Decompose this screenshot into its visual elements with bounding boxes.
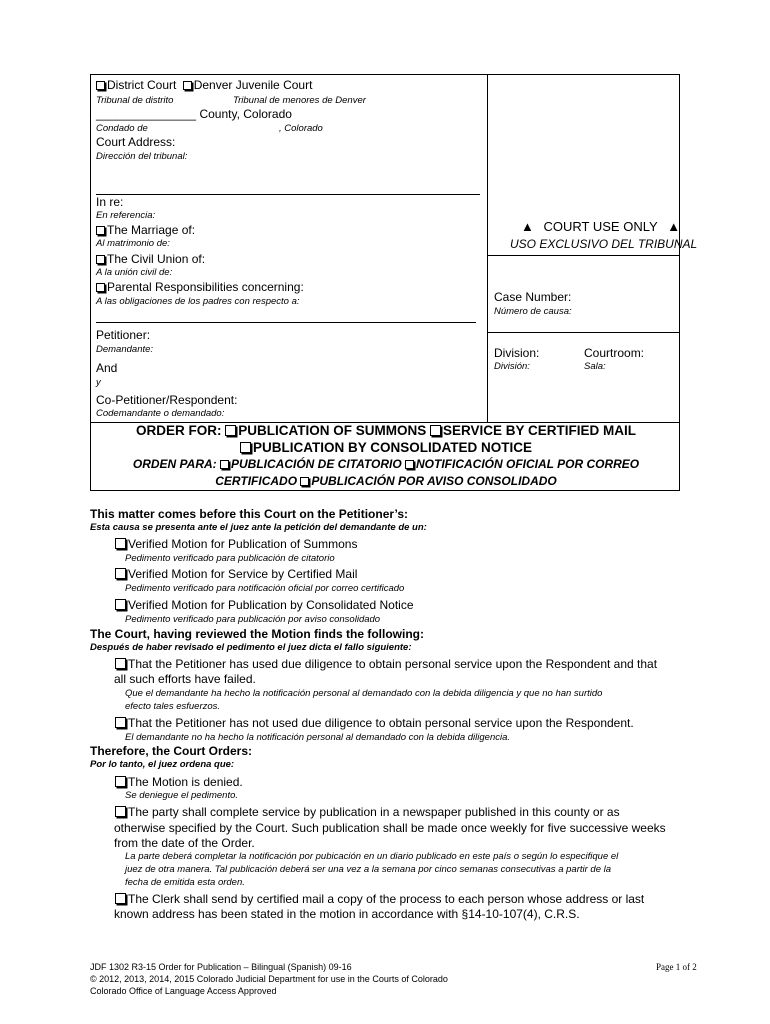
civil-union-row: [96, 252, 205, 266]
courtroom-label: Courtroom:: [584, 346, 645, 360]
civil-union-label: The Civil Union of:: [107, 252, 206, 266]
triangle-up-icon: ▲: [667, 219, 681, 234]
court-use-divider: [487, 255, 679, 256]
marriage-es: Al matrimonio de:: [96, 238, 170, 249]
aviso-consolidado-label: PUBLICACIÓN POR AVISO CONSOLIDADO: [311, 474, 557, 488]
order-clerk-checkbox[interactable]: [115, 893, 126, 904]
motion-certified-label: Verified Motion for Service by Certified Mail: [128, 567, 358, 581]
co-petitioner-label: Co-Petitioner/Respondent:: [96, 393, 238, 407]
title-line-1: [91, 423, 681, 438]
publicacion-citatorio-checkbox[interactable]: [220, 460, 229, 469]
order-publication-es-2: juez de otra manera. Tal publicación deberá ser una vez a la semana por cinco semanas consecutivas a partir de la: [125, 864, 612, 875]
order-clerk-row: [115, 892, 644, 906]
courtroom-es: Sala:: [584, 361, 606, 372]
finding-no-diligence-es: El demandante no ha hecho la notificación personal al demandado con la debida diligencia.: [125, 732, 511, 743]
caption-divider: [487, 75, 488, 422]
marriage-row: [96, 223, 195, 237]
motion-summons-es: Pedimento verificado para publicación de citatorio: [125, 553, 335, 564]
findings-heading-es: Después de haber revisado el pedimento el juez dicta el fallo siguiente:: [90, 642, 412, 653]
title-line-4: [91, 474, 681, 488]
juvenile-court-checkbox[interactable]: [183, 81, 192, 90]
division-label: Division:: [494, 346, 540, 360]
order-publication-label: The party shall complete service by publication in a newspaper published in this county or as: [128, 805, 620, 819]
district-court-checkbox[interactable]: [96, 81, 105, 90]
court-use-only-label: COURT USE ONLY: [543, 219, 658, 234]
order-publication-es-3: fecha de emitida esta orden.: [125, 877, 245, 888]
notificacion-correo-label: NOTIFICACIÓN OFICIAL POR CORREO: [416, 457, 640, 471]
publicacion-citatorio-label: PUBLICACIÓN DE CITATORIO: [231, 457, 405, 471]
marriage-checkbox[interactable]: [96, 226, 105, 235]
consolidated-notice-checkbox[interactable]: [240, 442, 251, 453]
certificado-label: CERTIFICADO: [215, 474, 301, 488]
motion-summons-row: [115, 537, 357, 551]
findings-heading: The Court, having reviewed the Motion finds the following:: [90, 627, 424, 641]
motion-consolidated-label: Verified Motion for Publication by Consolidated Notice: [128, 598, 414, 612]
finding-diligence-label: That the Petitioner has used due diligence to obtain personal service upon the Respondent and that: [128, 657, 658, 671]
finding-diligence-es-2: efecto tales esfuerzos.: [125, 701, 221, 712]
parties-rule: [96, 322, 476, 323]
parental-es: A las obligaciones de los padres con respecto a:: [96, 296, 300, 307]
finding-diligence-cont: all such efforts have failed.: [114, 672, 256, 686]
and-label: And: [96, 361, 118, 375]
civil-union-es: A la unión civil de:: [96, 267, 173, 278]
motion-summons-checkbox[interactable]: [115, 538, 126, 549]
marriage-label: The Marriage of:: [107, 223, 196, 237]
intro-heading: This matter comes before this Court on the Petitioner’s:: [90, 507, 409, 521]
juvenile-court-label: Denver Juvenile Court: [193, 78, 313, 92]
court-type-row: [96, 78, 312, 92]
finding-diligence-row: [115, 657, 657, 671]
footer-copyright: © 2012, 2013, 2014, 2015 Colorado Judicial Department for use in the Courts of Colorado: [90, 974, 448, 984]
district-court-label: District Court: [107, 78, 177, 92]
motion-consolidated-checkbox[interactable]: [115, 599, 126, 610]
title-line-3: [91, 457, 681, 471]
footer-form-id: JDF 1302 R3-15 Order for Publication – Bilingual (Spanish) 09-16: [90, 962, 352, 972]
certified-mail-checkbox[interactable]: [430, 425, 441, 436]
motion-certified-checkbox[interactable]: [115, 568, 126, 579]
motion-summons-label: Verified Motion for Publication of Summons: [128, 537, 358, 551]
finding-no-diligence-checkbox[interactable]: [115, 717, 126, 728]
footer-approved: Colorado Office of Language Access Approved: [90, 986, 277, 996]
page-number: Page 1 of 2: [656, 962, 697, 972]
notificacion-correo-checkbox[interactable]: [405, 460, 414, 469]
intro-heading-es: Esta causa se presenta ante el juez ante la petición del demandante de un:: [90, 522, 427, 533]
triangle-up-icon: ▲: [521, 219, 534, 234]
order-denied-es: Se deniegue el pedimento.: [125, 790, 239, 801]
order-publication-row: [115, 805, 620, 819]
order-denied-row: [115, 775, 243, 789]
order-clerk-label: The Clerk shall send by certified mail a copy of the process to each person whose address or last: [128, 892, 645, 906]
order-denied-label: The Motion is denied.: [128, 775, 243, 789]
court-use-only-row: [521, 219, 680, 234]
finding-diligence-checkbox[interactable]: [115, 658, 126, 669]
publication-summons-checkbox[interactable]: [225, 425, 236, 436]
order-publication-es-1: La parte deberá completar la notificación por pubicación en un diario publicado en este país o según lo especifique el: [125, 851, 619, 862]
petitioner-es: Demandante:: [96, 344, 154, 355]
title-prefix-es: ORDEN PARA:: [132, 457, 220, 471]
consolidated-notice-label: PUBLICATION BY CONSOLIDATED NOTICE: [252, 440, 532, 455]
division-es: División:: [494, 361, 530, 372]
finding-diligence-es-1: Que el demandante ha hecho la notificación personal al demandado con la debida diligencia y que no han surtido: [125, 688, 603, 699]
motion-certified-row: [115, 567, 357, 581]
order-publication-checkbox[interactable]: [115, 806, 126, 817]
motion-consolidated-es: Pedimento verificado para publicación por aviso consolidado: [125, 614, 381, 625]
parental-label: Parental Responsibilities concerning:: [107, 280, 304, 294]
order-title-band: [90, 423, 680, 491]
court-address-label: Court Address:: [96, 135, 176, 149]
co-petitioner-es: Codemandante o demandado:: [96, 408, 225, 419]
and-es: y: [96, 377, 101, 388]
juvenile-court-es: Tribunal de menores de Denver: [233, 95, 366, 106]
order-denied-checkbox[interactable]: [115, 776, 126, 787]
caption-table: [90, 74, 698, 423]
orders-heading-es: Por lo tanto, el juez ordena que:: [90, 759, 235, 770]
orders-heading: Therefore, the Court Orders:: [90, 744, 253, 758]
order-publication-cont-1: otherwise specified by the Court. Such publication shall be made once weekly for five successive weeks: [114, 821, 666, 835]
publication-summons-label: PUBLICATION OF SUMMONS: [238, 423, 430, 438]
court-use-only-es: USO EXCLUSIVO DEL TRIBUNAL: [510, 237, 698, 251]
civil-union-checkbox[interactable]: [96, 255, 105, 264]
case-number-divider: [487, 332, 679, 333]
finding-no-diligence-label: That the Petitioner has not used due diligence to obtain personal service upon the Respondent.: [128, 716, 634, 730]
court-address-es: Dirección del tribunal:: [96, 151, 188, 162]
motion-certified-es: Pedimento verificado para notificación oficial por correo certificado: [125, 583, 405, 594]
case-number-label: Case Number:: [494, 290, 572, 304]
parental-checkbox[interactable]: [96, 283, 105, 292]
address-rule: [96, 194, 480, 195]
order-clerk-cont: known address has been stated in the motion in accordance with §14-10-107(4), C.R.S.: [114, 907, 580, 921]
county-line: _______________ County, Colorado: [96, 107, 292, 121]
motion-consolidated-row: [115, 598, 414, 612]
in-re-es: En referencia:: [96, 210, 156, 221]
colorado-es: , Colorado: [279, 123, 323, 134]
finding-no-diligence-row: [115, 716, 634, 730]
county-es: Condado de: [96, 123, 148, 134]
parental-row: [96, 280, 304, 294]
order-publication-cont-2: from the date of the Order.: [114, 836, 255, 850]
district-court-es: Tribunal de distrito: [96, 95, 174, 106]
title-prefix: ORDER FOR:: [135, 423, 226, 438]
case-number-es: Número de causa:: [494, 306, 572, 317]
in-re-label: In re:: [96, 195, 124, 209]
certified-mail-label: SERVICE BY CERTIFIED MAIL: [442, 423, 637, 438]
title-line-2: [91, 440, 681, 455]
aviso-consolidado-checkbox[interactable]: [300, 477, 309, 486]
petitioner-label: Petitioner:: [96, 328, 151, 342]
